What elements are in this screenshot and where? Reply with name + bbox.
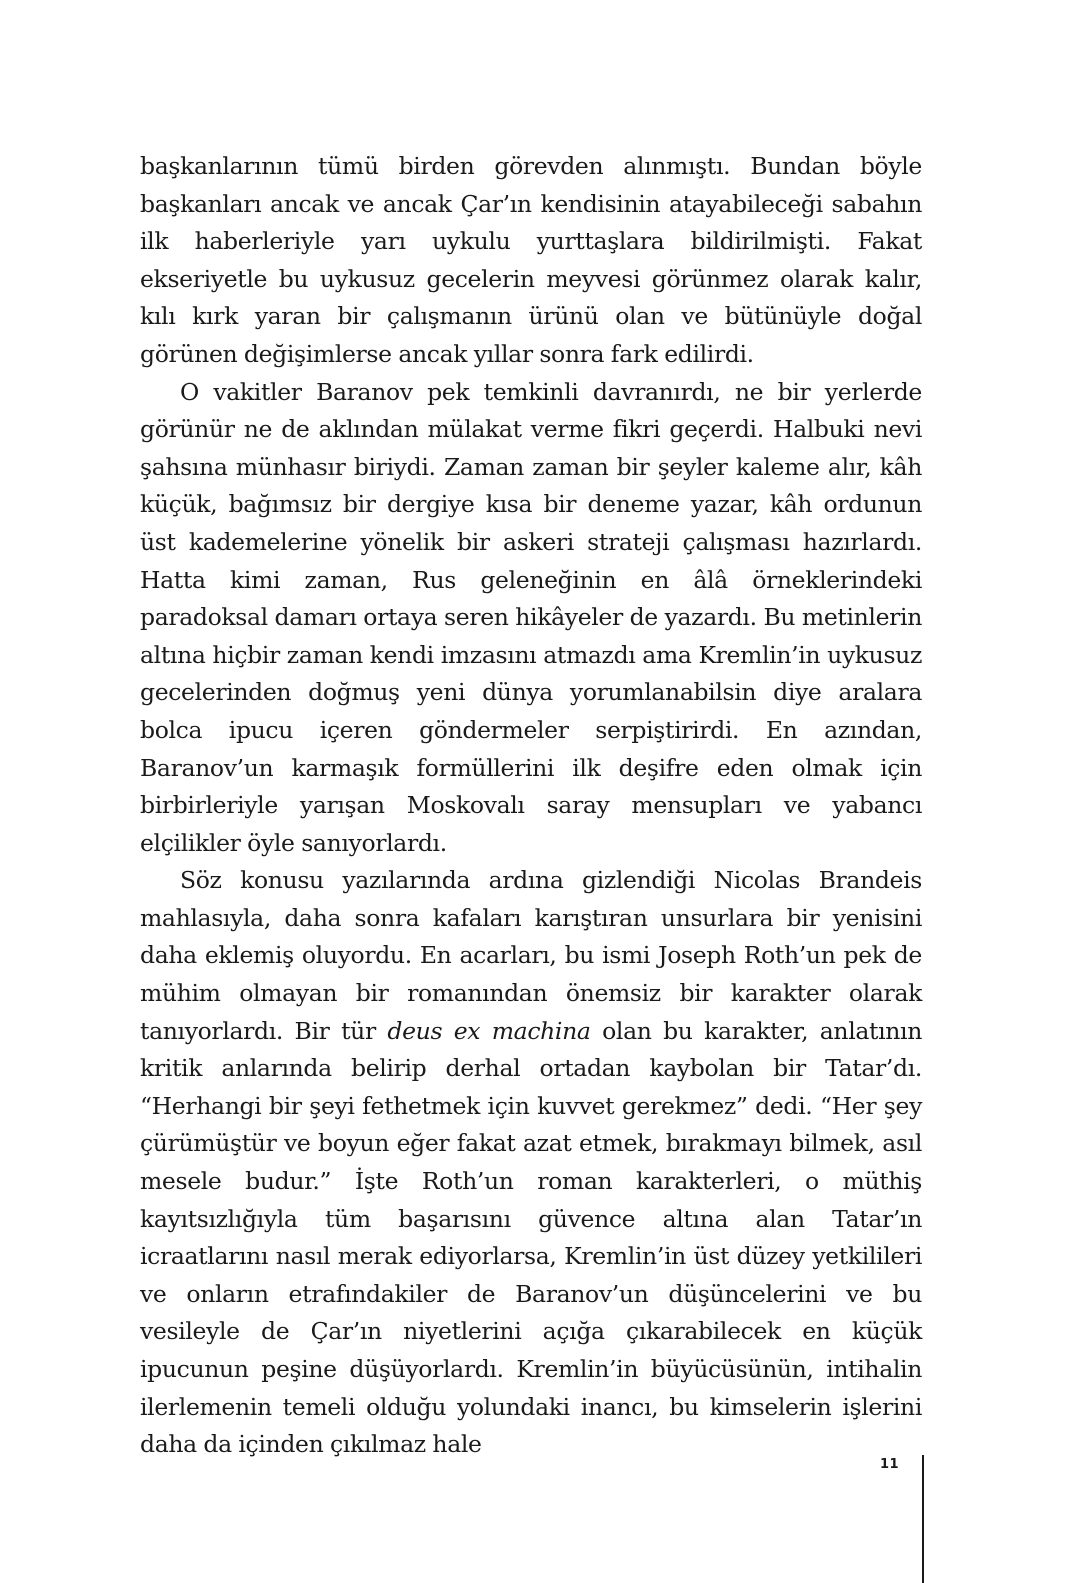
page-number: 11 — [880, 1457, 900, 1472]
margin-rule — [922, 1455, 924, 1583]
paragraph — [140, 374, 922, 863]
paragraph-text: O vakitler Baranov pek temkinli davranırdı, ne bir yerlerde görünür ne de aklından mülakat verme fikri geçerdi. Halbuki nevi şahsına münhasır biriydi. Zaman zaman bir şeyler kaleme alır, kâh küçük, bağımsız bir dergiye kısa bir deneme yazar, kâh ordunun üst kademelerine yönelik bir askeri strateji çalışması hazırlardı. Hatta kimi zaman, Rus geleneğinin en âlâ örneklerindeki paradoksal damarı ortaya seren hikâyeler de yazardı. Bu metinlerin altına hiçbir zaman kendi imzasını atmazdı ama Kremlin’in uykusuz gecelerinden doğmuş yeni dünya yorumlanabilsin diye aralara bolca ipucu içeren göndermeler serpiştirirdi. En azından, Baranov’un karmaşık formüllerini ilk deşifre eden olmak için birbirleriyle yarışan Moskovalı saray mensupları ve yabancı elçilikler öyle sanıyorlardı. — [140, 377, 922, 857]
paragraph-text: Söz konusu yazılarında ardına gizlendiği Nicolas Brandeis mahlasıyla, daha sonra kafaları karıştıran unsurlara bir yenisini daha eklemiş oluyordu. En acarları, bu ismi Joseph Roth’un pek de mühim olmayan bir romanından önemsiz bir karakter olarak tanıyorlardı. Bir tür — [140, 866, 922, 1045]
page-body — [140, 148, 922, 1464]
paragraph-text: başkanlarının tümü birden görevden alınmıştı. Bundan böyle başkanları ancak ve ancak Çar’ın kendisinin atayabileceği sabahın ilk haberleriyle yarı uykulu yurttaşlara bildirilmişti. Fakat ekseriyetle bu uykusuz gecelerin meyvesi görünmez olarak kalır, kılı kırk yaran bir çalışmanın ürünü olan ve bütünüyle doğal görünen değişimlerse ancak yıllar sonra fark edilirdi. — [140, 152, 922, 368]
paragraph-text: olan bu karakter, anlatının kritik anlarında belirip derhal ortadan kaybolan bir Tatar’dı. “Herhangi bir şeyi fethetmek için kuvvet gerekmez” dedi. “Her şey çürümüştür ve boyun eğer fakat azat etmek, bırakmayı bilmek, asıl mesele budur.” İşte Roth’un roman karakterleri, o müthiş kayıtsızlığıyla tüm başarısını güvence altına alan Tatar’ın icraatlarını nasıl merak ediyorlarsa, Kremlin’in üst düzey yetkilileri ve onların etrafındakiler de Baranov’un düşüncelerini ve bu vesileyle de Çar’ın niyetlerini açığa çıkarabilecek en küçük ipucunun peşine düşüyorlardı. Kremlin’in büyücüsünün, intihalin ilerlemenin temeli olduğu yolundaki inancı, bu kimselerin işlerini daha da içinden çıkılmaz hale — [140, 1016, 923, 1459]
paragraph — [140, 148, 922, 374]
paragraph — [140, 862, 922, 1464]
italic-phrase: deus ex machina — [387, 1016, 591, 1045]
